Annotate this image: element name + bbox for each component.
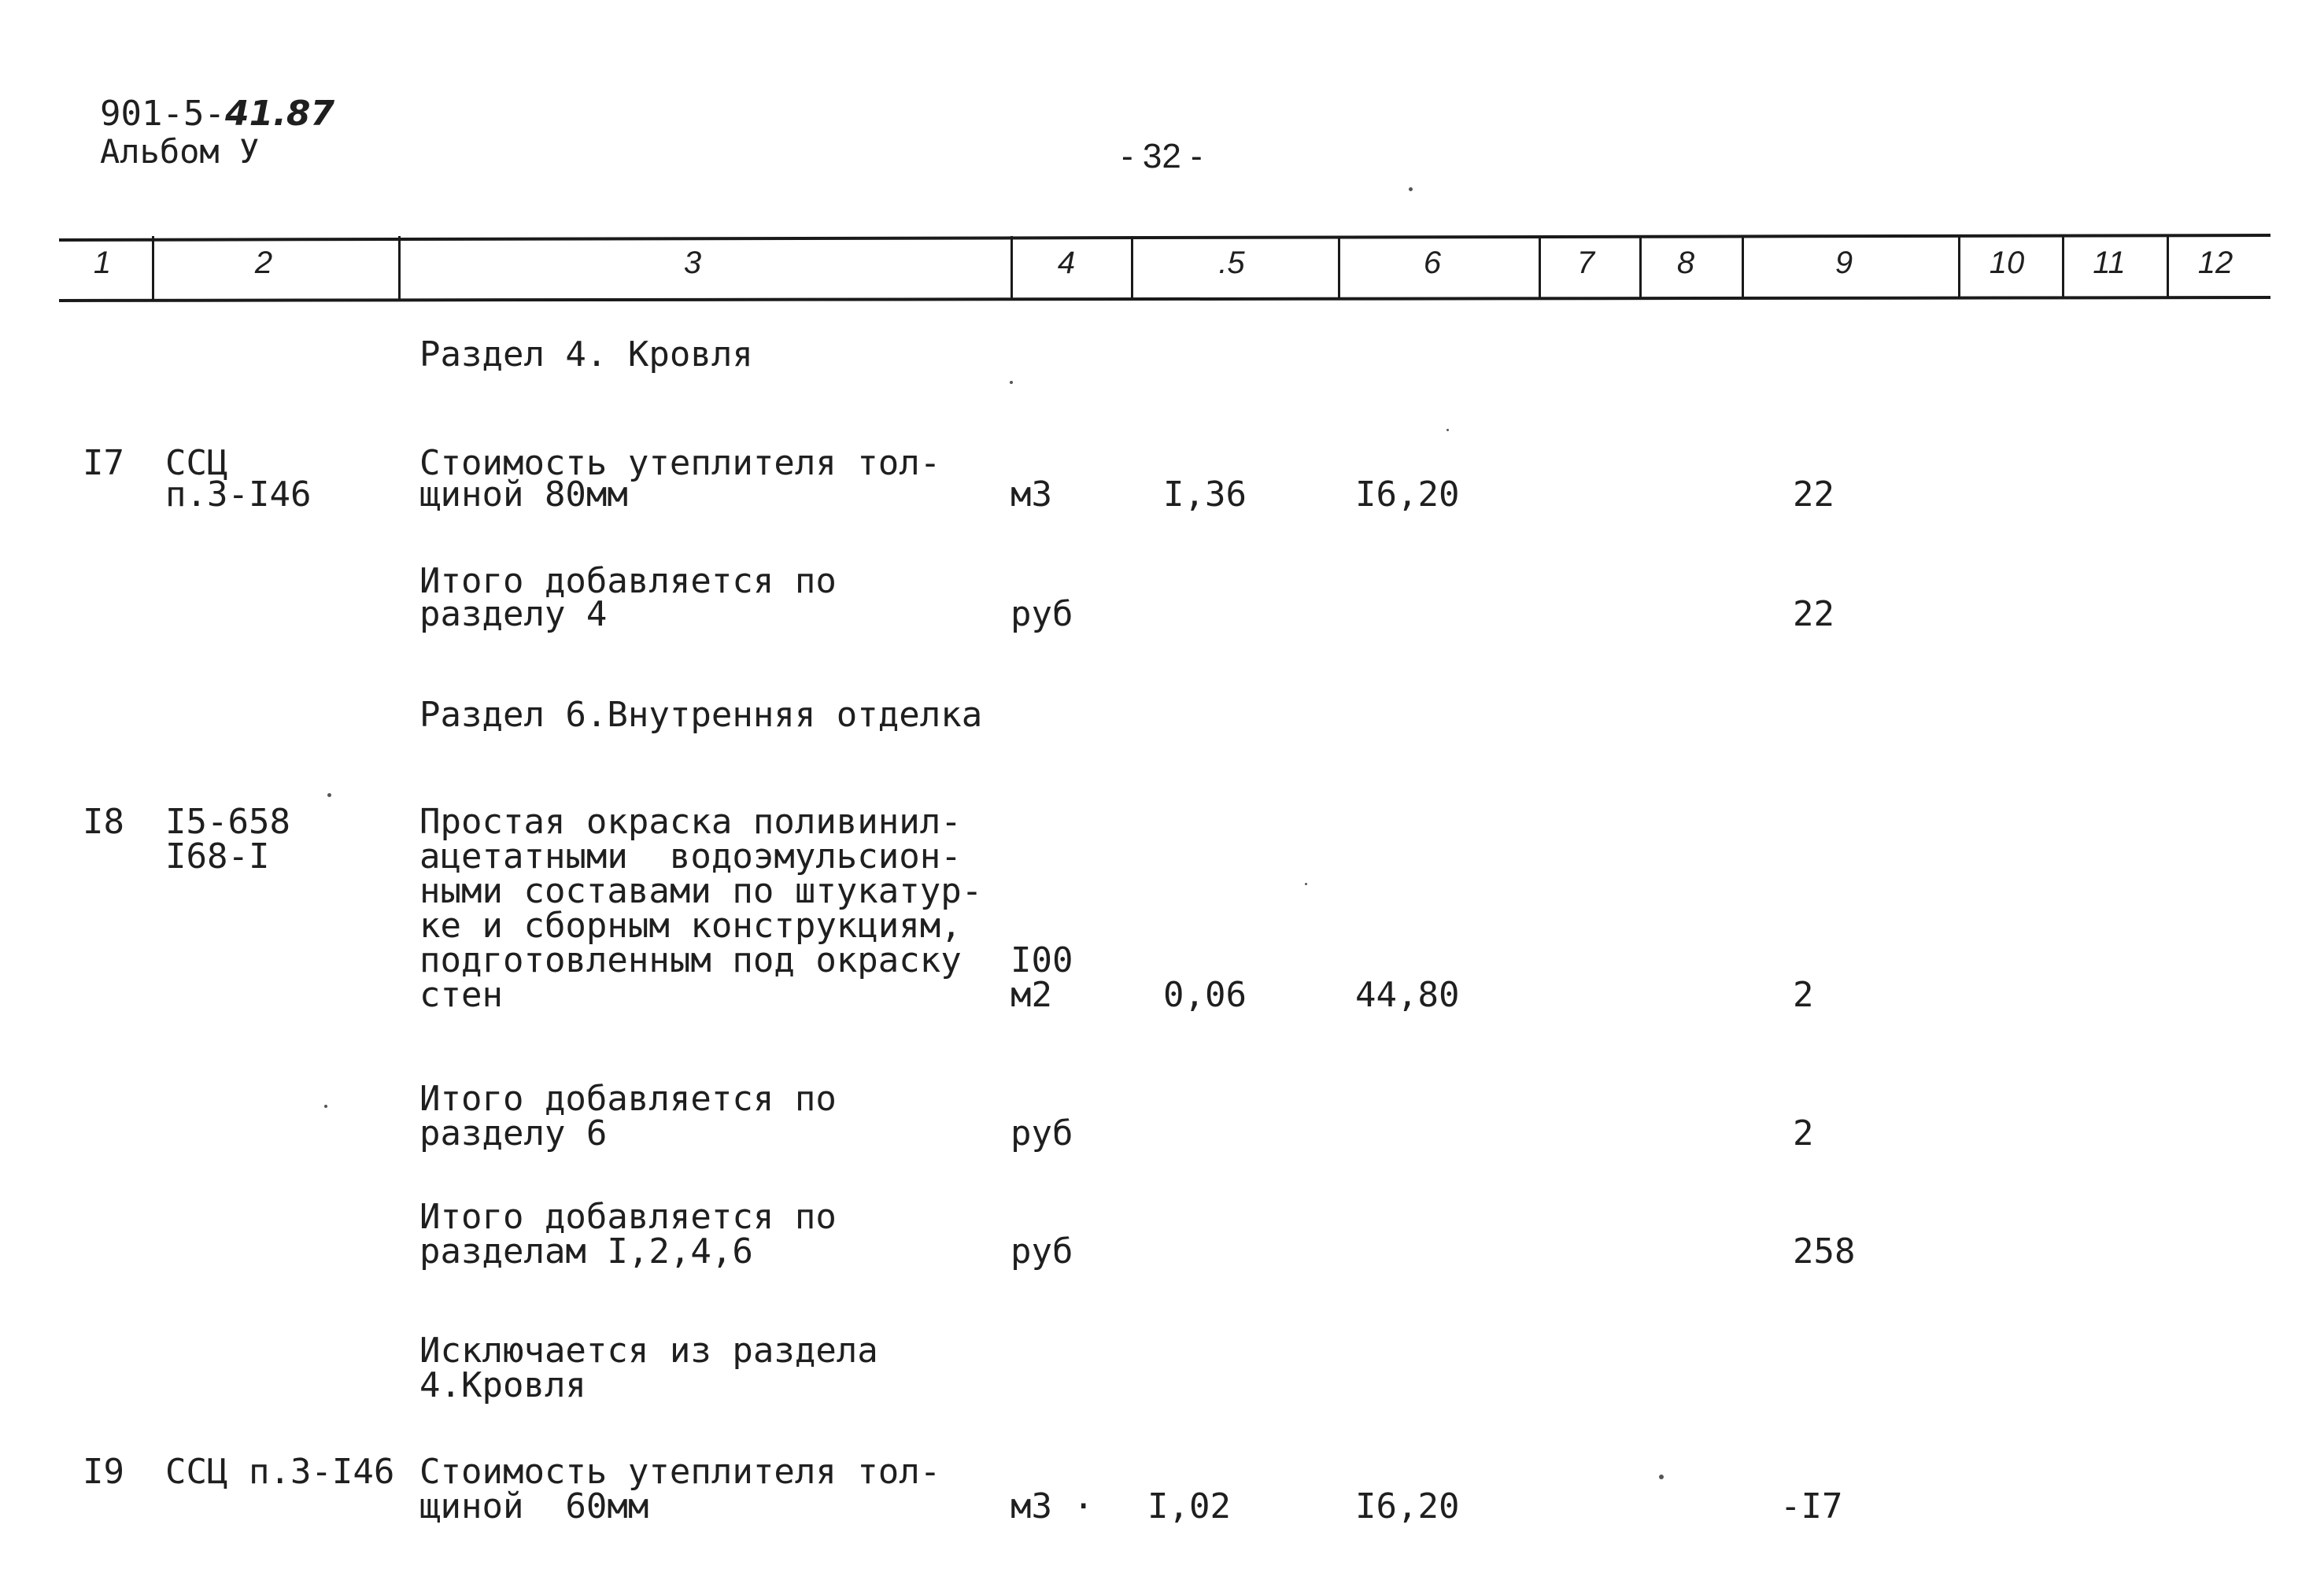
document-code bbox=[100, 96, 334, 132]
row-number: I7 bbox=[83, 443, 124, 483]
column-divider bbox=[152, 236, 154, 299]
row-description: стен bbox=[419, 975, 503, 1015]
column-number-6: 6 bbox=[1423, 245, 1442, 280]
scan-speck bbox=[1010, 381, 1013, 384]
header-top-rule bbox=[59, 234, 2270, 242]
grand-total-description: Итого добавляется по bbox=[419, 1197, 837, 1237]
column-number-9: 9 bbox=[1834, 245, 1853, 280]
column-divider bbox=[1639, 236, 1642, 299]
row-description: Простая окраска поливинил- bbox=[419, 802, 962, 842]
column-number-8: 8 bbox=[1676, 245, 1695, 280]
row-unit: м3 · bbox=[1011, 1486, 1094, 1526]
column-divider bbox=[1958, 236, 1960, 299]
row-description: ными составами по штукатур- bbox=[419, 871, 983, 911]
row-code: п.3-I46 bbox=[165, 474, 312, 515]
row-price: I6,20 bbox=[1355, 1486, 1460, 1526]
row-description: щиной 60мм bbox=[419, 1486, 649, 1526]
subtotal-description: Итого добавляется по bbox=[419, 1079, 837, 1119]
column-number-5: .5 bbox=[1218, 245, 1245, 280]
column-divider bbox=[1338, 236, 1340, 299]
excluded-section-title: Исключается из раздела bbox=[419, 1331, 878, 1371]
row-price: I6,20 bbox=[1355, 474, 1460, 515]
scan-speck bbox=[1305, 883, 1307, 885]
column-number-7: 7 bbox=[1576, 245, 1595, 280]
row-code: I68-I bbox=[165, 836, 270, 877]
section-title-roof: Раздел 4. Кровля bbox=[419, 334, 753, 375]
row-unit: I00 bbox=[1011, 940, 1073, 980]
subtotal-unit: руб bbox=[1011, 594, 1073, 634]
column-divider bbox=[1131, 236, 1133, 299]
row-number: I9 bbox=[83, 1452, 124, 1492]
column-divider bbox=[2062, 236, 2064, 299]
row-total: -I7 bbox=[1780, 1486, 1843, 1526]
subtotal-total: 22 bbox=[1793, 594, 1834, 634]
scan-speck bbox=[1659, 1475, 1664, 1479]
column-divider bbox=[1742, 236, 1744, 299]
column-number-12: 12 bbox=[2197, 245, 2233, 280]
row-code: ССЦ п.3-I46 bbox=[165, 1452, 395, 1492]
subtotal-description: разделу 4 bbox=[419, 594, 608, 634]
subtotal-description: разделу 6 bbox=[419, 1113, 608, 1154]
row-price: 44,80 bbox=[1355, 975, 1460, 1015]
row-description: ке и сборным конструкциям, bbox=[419, 906, 962, 946]
row-total: 22 bbox=[1793, 474, 1834, 515]
row-code: ССЦ bbox=[165, 443, 228, 483]
row-quantity: I,36 bbox=[1163, 474, 1247, 515]
row-total: 2 bbox=[1793, 975, 1814, 1015]
scan-speck bbox=[324, 1105, 327, 1108]
row-unit: м3 bbox=[1011, 474, 1052, 515]
column-number-4: 4 bbox=[1057, 245, 1076, 280]
column-divider bbox=[2167, 236, 2169, 299]
row-unit: м2 bbox=[1011, 975, 1052, 1015]
row-description: щиной 80мм bbox=[419, 474, 628, 515]
document-code-printed: 901-5- bbox=[100, 94, 225, 134]
scan-speck bbox=[327, 793, 331, 797]
excluded-section-title: 4.Кровля bbox=[419, 1365, 586, 1405]
row-description: Стоимость утеплителя тол- bbox=[419, 443, 941, 483]
header-bottom-rule bbox=[59, 296, 2270, 302]
row-description: подготовленным под окраску bbox=[419, 940, 962, 980]
row-description: ацетатными водоэмульсион- bbox=[419, 836, 962, 877]
grand-total-unit: руб bbox=[1011, 1231, 1073, 1272]
row-number: I8 bbox=[83, 802, 124, 842]
column-divider bbox=[398, 236, 401, 299]
subtotal-unit: руб bbox=[1011, 1113, 1073, 1154]
column-number-1: 1 bbox=[93, 245, 112, 280]
grand-total-description: разделам I,2,4,6 bbox=[419, 1231, 753, 1272]
column-number-3: 3 bbox=[683, 245, 702, 280]
section-title-finishing: Раздел 6.Внутренняя отделка bbox=[419, 695, 983, 735]
column-number-10: 10 bbox=[1989, 245, 2025, 280]
scan-speck bbox=[1446, 429, 1449, 431]
column-number-11: 11 bbox=[2093, 245, 2126, 280]
row-code: I5-658 bbox=[165, 802, 290, 842]
scan-speck bbox=[1409, 187, 1413, 191]
column-divider bbox=[1539, 236, 1541, 299]
grand-total-value: 258 bbox=[1793, 1231, 1856, 1272]
document-code-handwritten: 41.87 bbox=[224, 94, 335, 134]
column-divider bbox=[1011, 236, 1013, 299]
album-label: Альбом У bbox=[100, 132, 260, 171]
row-quantity: 0,06 bbox=[1163, 975, 1247, 1015]
row-description: Стоимость утеплителя тол- bbox=[419, 1452, 941, 1492]
subtotal-total: 2 bbox=[1793, 1113, 1814, 1154]
column-number-2: 2 bbox=[254, 245, 273, 280]
page-number: - 32 - bbox=[1121, 137, 1203, 175]
row-quantity: I,02 bbox=[1147, 1486, 1231, 1526]
subtotal-description: Итого добавляется по bbox=[419, 561, 837, 601]
